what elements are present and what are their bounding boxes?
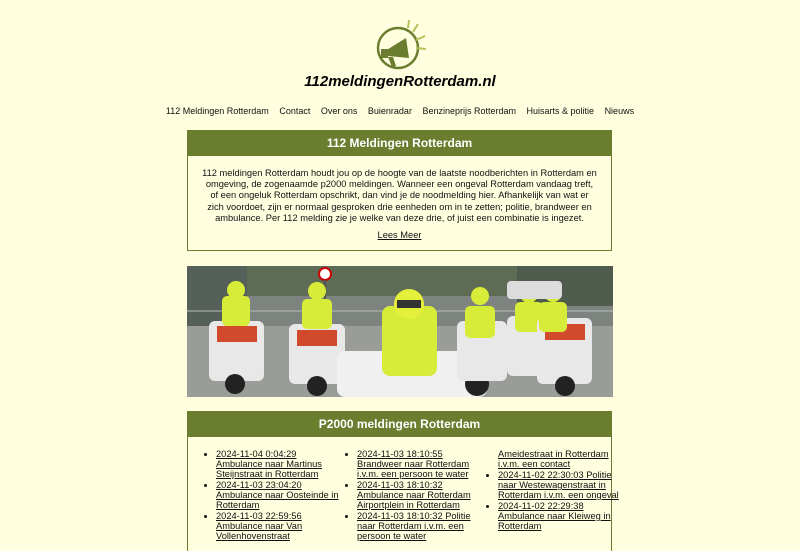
list-item <box>216 449 340 479</box>
nav-item-benzineprijs[interactable]: Benzineprijs Rotterdam <box>422 106 516 116</box>
nav-item-112-meldingen[interactable]: 112 Meldingen Rotterdam <box>165 106 269 116</box>
p2000-panel <box>187 411 619 551</box>
melding-link[interactable]: 2024-11-02 22:30:03 Politie naar Westewagenstraat in Rotterdam i.v.m. een ongeval <box>498 470 619 500</box>
melding-link[interactable]: 2024-11-02 22:29:38 Ambulance naar Kleiweg in Rotterdam <box>498 501 611 531</box>
list-item <box>357 511 481 541</box>
melding-link[interactable]: 2024-11-03 23:04:20 Ambulance naar Oosteinde in Rotterdam <box>216 480 339 510</box>
list-item <box>357 480 481 510</box>
intro-heading: 112 Meldingen Rotterdam <box>188 131 611 156</box>
read-more-link[interactable]: Lees Meer <box>377 230 422 241</box>
intro-text: 112 meldingen Rotterdam houdt jou op de hoogte van de laatste noodberichten in Rotterdam en omgeving, de zogenaamde p2000 meldingen. Wanneer een ongeval Rotterdam vandaag treft, of een ongeluk Rotterdam opschrikt, dan vind je de noodmelding hier. Afhankelijk van wat er zich voordoet, zijn er normaal gesproken drie eenheden om in te zetten; politie, brandweer en ambulance. Per 112 melding zie je welke van deze drie, of juist een combinatie is ingezet. <box>202 168 597 223</box>
main-nav <box>0 106 800 116</box>
list-item <box>498 449 622 469</box>
melding-link[interactable]: 2024-11-03 22:59:56 Ambulance naar Van Vollenhovenstraat <box>216 511 303 541</box>
megaphone-icon[interactable] <box>368 18 432 74</box>
site-title[interactable]: 112meldingenRotterdam.nl <box>304 73 496 90</box>
melding-link[interactable]: 2024-11-03 18:10:55 Brandweer naar Rotterdam i.v.m. een persoon te water <box>357 449 470 479</box>
melding-link[interactable]: 2024-11-03 18:10:32 Ambulance naar Rotterdam Airportplein in Rotterdam <box>357 480 471 510</box>
p2000-column-3 <box>484 449 622 532</box>
p2000-column-2 <box>343 449 481 542</box>
list-item <box>498 501 622 531</box>
intro-panel <box>187 130 612 251</box>
nav-item-contact[interactable]: Contact <box>279 106 311 116</box>
melding-link[interactable]: 2024-11-03 18:10:32 Politie naar Rotterdam i.v.m. een persoon te water <box>357 511 471 541</box>
nav-item-huisarts-politie[interactable]: Huisarts & politie <box>526 106 595 116</box>
read-more-wrap <box>188 230 611 240</box>
p2000-heading: P2000 meldingen Rotterdam <box>188 412 611 437</box>
nav-item-nieuws[interactable]: Nieuws <box>604 106 635 116</box>
police-motorcycles-photo <box>187 266 613 397</box>
list-item <box>216 480 340 510</box>
list-item <box>357 449 481 479</box>
melding-link[interactable]: 2024-11-04 0:04:29 Ambulance naar Martinus Steijnstraat in Rotterdam <box>216 449 322 479</box>
list-item <box>498 470 622 500</box>
p2000-column-1 <box>202 449 340 542</box>
list-item <box>216 511 340 541</box>
nav-item-over-ons[interactable]: Over ons <box>320 106 358 116</box>
nav-item-buienradar[interactable]: Buienradar <box>367 106 412 116</box>
melding-link[interactable]: Ameidestraat in Rotterdam i.v.m. een contact <box>498 449 609 469</box>
